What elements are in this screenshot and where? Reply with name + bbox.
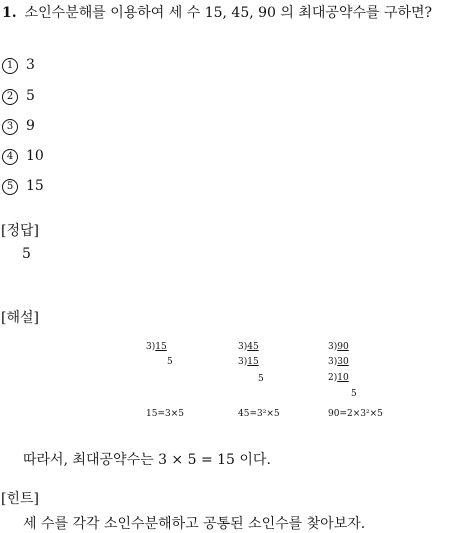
divisor: 3) [328, 342, 338, 352]
hint-text: 세 수를 각각 소인수분해하고 공통된 소인수를 찾아보자. [23, 516, 366, 532]
choice-value: 5 [26, 88, 35, 104]
choice-marker: 5 [2, 179, 18, 195]
hint-label: [힌트] [1, 491, 39, 507]
choice-3[interactable] [2, 118, 35, 135]
division-45-row-1 [238, 342, 259, 352]
dividend: 90 [337, 342, 349, 352]
dividend: 30 [337, 357, 349, 367]
explanation-conclusion: 따라서, 최대공약수는 3 × 5 = 15 이다. [23, 452, 271, 468]
question-number: 1. [2, 5, 17, 21]
divisor: 3) [146, 342, 156, 352]
choice-marker: 3 [2, 119, 18, 135]
choice-value: 9 [26, 118, 35, 134]
dividend: 10 [337, 373, 349, 383]
division-90-row-1 [328, 342, 349, 352]
explanation-label: [해설] [1, 310, 39, 326]
choice-marker: 2 [2, 89, 18, 105]
division-45-quotient: 5 [258, 374, 264, 384]
division-90-row-3 [328, 373, 349, 383]
choice-1[interactable] [2, 57, 35, 74]
divisor: 3) [238, 342, 248, 352]
choice-marker: 1 [2, 58, 18, 74]
factor-45: 45=3²×5 [238, 409, 280, 419]
divisor: 3) [238, 357, 248, 367]
choice-value: 15 [26, 178, 44, 194]
dividend: 15 [247, 357, 259, 367]
divisor: 3) [328, 357, 338, 367]
division-90-row-2 [328, 357, 349, 367]
division-90-quotient: 5 [351, 389, 357, 399]
answer-value: 5 [22, 246, 31, 262]
factor-90: 90=2×3²×5 [328, 409, 383, 419]
division-45-row-2 [238, 357, 259, 367]
choice-value: 10 [26, 148, 44, 164]
division-15-row-1 [146, 342, 167, 352]
factor-15: 15=3×5 [146, 409, 184, 419]
dividend: 15 [155, 342, 167, 352]
answer-label: [정답] [1, 223, 39, 239]
division-15-quotient: 5 [167, 357, 173, 367]
choice-5[interactable] [2, 178, 44, 195]
question-text: 소인수분해를 이용하여 세 수 15, 45, 90 의 최대공약수를 구하면? [24, 5, 433, 21]
choice-marker: 4 [2, 149, 18, 165]
question [2, 2, 432, 22]
choice-2[interactable] [2, 88, 35, 105]
divisor: 2) [328, 373, 338, 383]
dividend: 45 [247, 342, 259, 352]
choice-4[interactable] [2, 148, 44, 165]
choice-value: 3 [26, 57, 35, 73]
